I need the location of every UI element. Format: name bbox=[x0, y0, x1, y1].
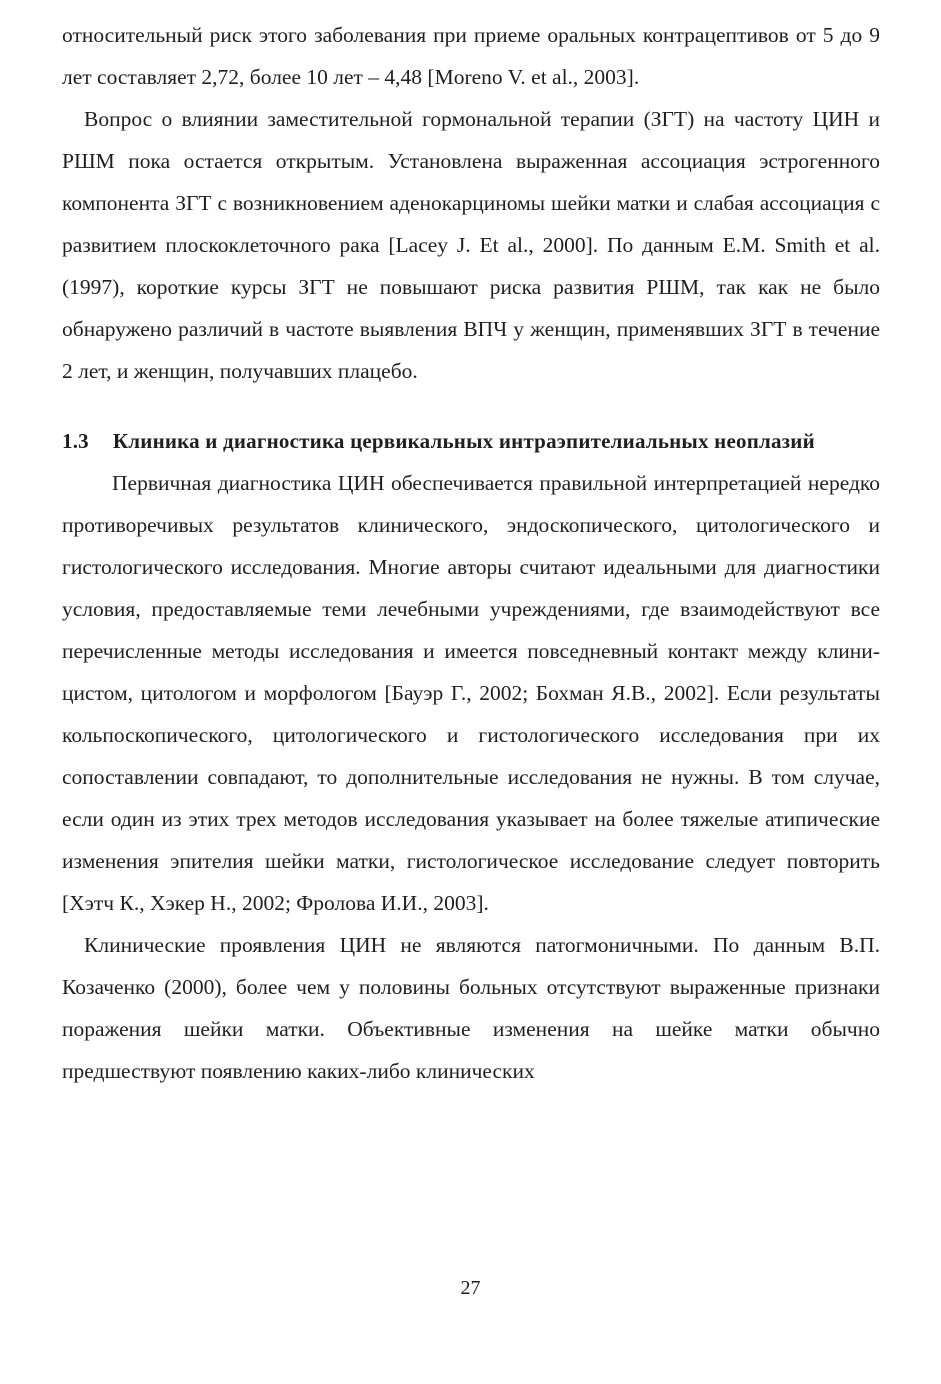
section-number: 1.3 bbox=[62, 429, 89, 453]
paragraph-clinical: Клинические проявления ЦИН не являются патогмоничными. По данным В.П. Козаченко (2000), более чем у половины больных отсутствуют выраженные признаки поражения шейки матки. Объективные изменения на шейке матки обычно предшествуют появлению каких-либо клинических bbox=[62, 933, 880, 1083]
paragraph-hrt: Вопрос о влиянии заместительной гормональной терапии (ЗГТ) на частоту ЦИН и РШМ пока остается открытым. Установлена выраженная ассоциация эстрогенного компонента ЗГТ с возникновением аденокарциномы шейки матки и слабая ассоциация с развитием плоскоклеточного рака [Lacey J. Et al., 2000]. По данным E.M. Smith et al. (1997), короткие курсы ЗГТ не повышают риска развития РШМ, так как не было обнаружено различий в частоте выявления ВПЧ у женщин, применявших ЗГТ в течение 2 лет, и женщин, получавших плацебо. bbox=[62, 107, 880, 383]
page-number: 27 bbox=[460, 1277, 481, 1299]
document-page bbox=[62, 14, 880, 1092]
section-title: Клиника и диагностика цервикальных интраэпителиальных неоплазий bbox=[112, 429, 815, 453]
section-heading bbox=[62, 420, 880, 462]
paragraph-diagnostics: Первичная диагностика ЦИН обеспечивается правильной интерпретацией нередко противоречивых результатов клинического, эндоскопического, цитологического и гистологического исследования. Многие авторы считают идеальными для диагностики условия, предоставляемые теми лечебными учреждениями, где взаимодействуют все перечисленные методы исследования и имеется повседневный контакт между клиницистом, цитологом и морфологом [Бауэр Г., 2002; Бохман Я.В., 2002]. Если результаты кольпоскопического, цитологического и гистологического исследования при их сопоставлении совпадают, то дополнительные исследования не нужны. В том случае, если один из этих трех методов исследования указывает на более тяжелые атипические изменения эпителия шейки матки, гистологическое исследование следует повторить [Хэтч К., Хэкер Н., 2002; Фролова И.И., 2003]. bbox=[62, 471, 880, 915]
paragraph-continuation: относительный риск этого заболевания при приеме оральных контрацептивов от 5 до 9 лет составляет 2,72, более 10 лет – 4,48 [Moreno V. et al., 2003]. bbox=[62, 23, 880, 89]
section-spacer bbox=[62, 392, 880, 420]
